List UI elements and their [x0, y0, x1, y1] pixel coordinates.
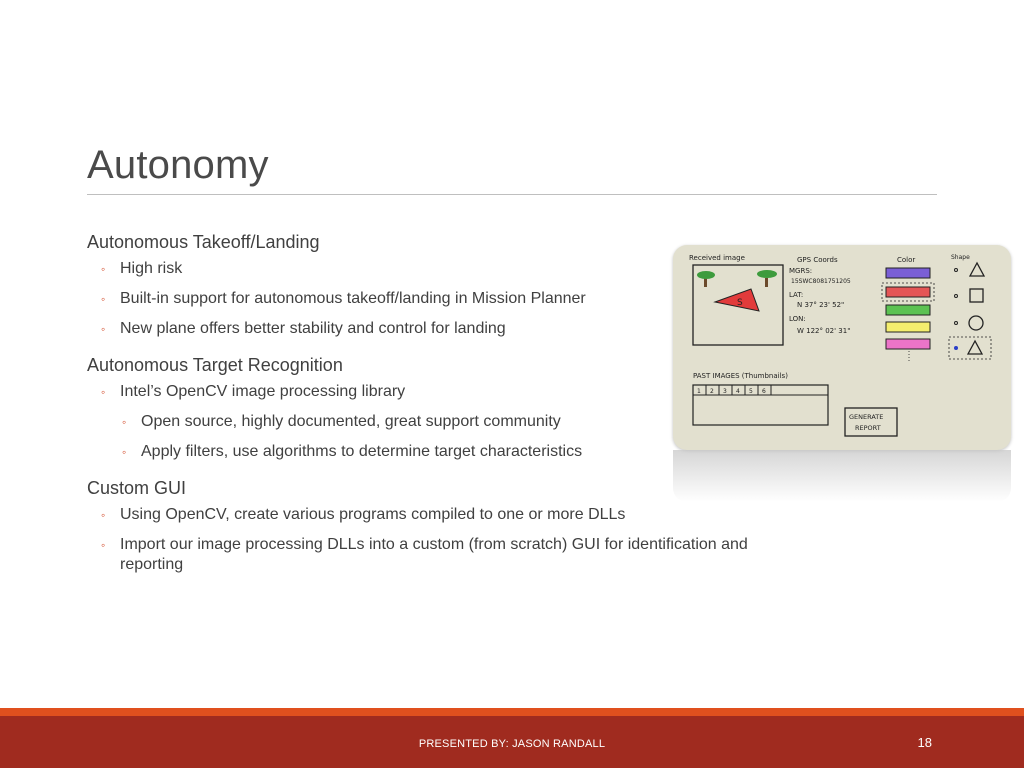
page-number: 18	[917, 735, 932, 750]
title-divider	[87, 194, 937, 195]
color-label: Color	[897, 256, 916, 264]
gps-coords-label: GPS Coords	[797, 256, 838, 264]
bullet-marker-icon: ◦	[122, 415, 127, 429]
mgrs-value: 15SWC8081751205	[791, 278, 851, 285]
thumbnail-number: 1	[697, 388, 701, 395]
tree-canopy	[757, 270, 777, 278]
shape-radio	[955, 295, 958, 298]
footer-accent-stripe	[0, 708, 1024, 716]
bullet-marker-icon: ◦	[101, 385, 106, 399]
tree-canopy	[697, 271, 715, 279]
bullet-marker-icon: ◦	[122, 445, 127, 459]
color-swatch-red	[886, 287, 930, 297]
gui-sketch-image	[673, 245, 1011, 450]
presenter-text: PRESENTED BY: JASON RANDALL	[418, 738, 606, 750]
tree-trunk	[704, 278, 707, 287]
generate-report-label-1: GENERATE	[849, 413, 884, 421]
color-swatch-green	[886, 305, 930, 315]
mgrs-label: MGRS:	[789, 267, 813, 275]
received-image-label: Received image	[689, 254, 745, 262]
thumbnail-number: 3	[723, 388, 727, 395]
thumbnail-number: 5	[749, 388, 753, 395]
color-swatch-purple	[886, 268, 930, 278]
bullet-marker-icon: ◦	[101, 322, 106, 336]
triangle-shape-icon	[968, 341, 982, 354]
target-letter: S	[737, 298, 743, 308]
bullet-text: High risk	[120, 260, 183, 277]
shape-label: Shape	[951, 254, 970, 261]
bullet-text: Intel’s OpenCV image processing library	[120, 383, 406, 400]
gui-sketch-drawing	[673, 245, 1011, 450]
shape-radio	[955, 322, 958, 325]
bullet-text: Import our image processing DLLs into a custom (from scratch) GUI for identification and reporting	[120, 536, 748, 573]
past-images-label: PAST IMAGES (Thumbnails)	[693, 372, 788, 380]
triangle-shape-icon	[970, 263, 984, 276]
thumbnail-cells	[697, 385, 771, 395]
color-swatch-pink	[886, 339, 930, 349]
bullet-text: Apply filters, use algorithms to determine target characteristics	[141, 443, 583, 460]
section-heading: Autonomous Target Recognition	[87, 355, 343, 375]
bullet-text: Open source, highly documented, great support community	[141, 413, 561, 430]
bullet-item	[87, 535, 807, 575]
bullet-marker-icon: ◦	[101, 538, 106, 552]
shape-radio	[955, 269, 958, 272]
sketch-reflection	[673, 450, 1011, 502]
bullet-marker-icon: ◦	[101, 508, 106, 522]
bullet-marker-icon: ◦	[101, 262, 106, 276]
lon-value: W 122° 02' 31"	[797, 327, 851, 335]
bullet-text: Using OpenCV, create various programs compiled to one or more DLLs	[120, 506, 626, 523]
bullet-text: Built-in support for autonomous takeoff/landing in Mission Planner	[120, 290, 586, 307]
thumbnail-number: 4	[736, 388, 740, 395]
bullet-item	[87, 505, 807, 525]
section-heading: Autonomous Takeoff/Landing	[87, 232, 320, 252]
slide-title: Autonomy	[87, 143, 269, 187]
lon-label: LON:	[789, 315, 806, 323]
lat-value: N 37° 23' 52"	[797, 301, 845, 309]
slide-footer	[0, 716, 1024, 768]
generate-report-label-2: REPORT	[855, 424, 881, 432]
lat-label: LAT:	[789, 291, 804, 299]
tree-trunk	[765, 278, 768, 287]
gui-sketch-card	[673, 245, 1011, 450]
color-swatch-yellow	[886, 322, 930, 332]
circle-shape-icon	[969, 316, 983, 330]
bullet-text: New plane offers better stability and control for landing	[120, 320, 506, 337]
thumbnail-number: 6	[762, 388, 766, 395]
square-shape-icon	[970, 289, 983, 302]
bullet-marker-icon: ◦	[101, 292, 106, 306]
shape-radio-selected	[954, 346, 958, 350]
thumbnail-number: 2	[710, 388, 714, 395]
section-heading: Custom GUI	[87, 478, 187, 498]
